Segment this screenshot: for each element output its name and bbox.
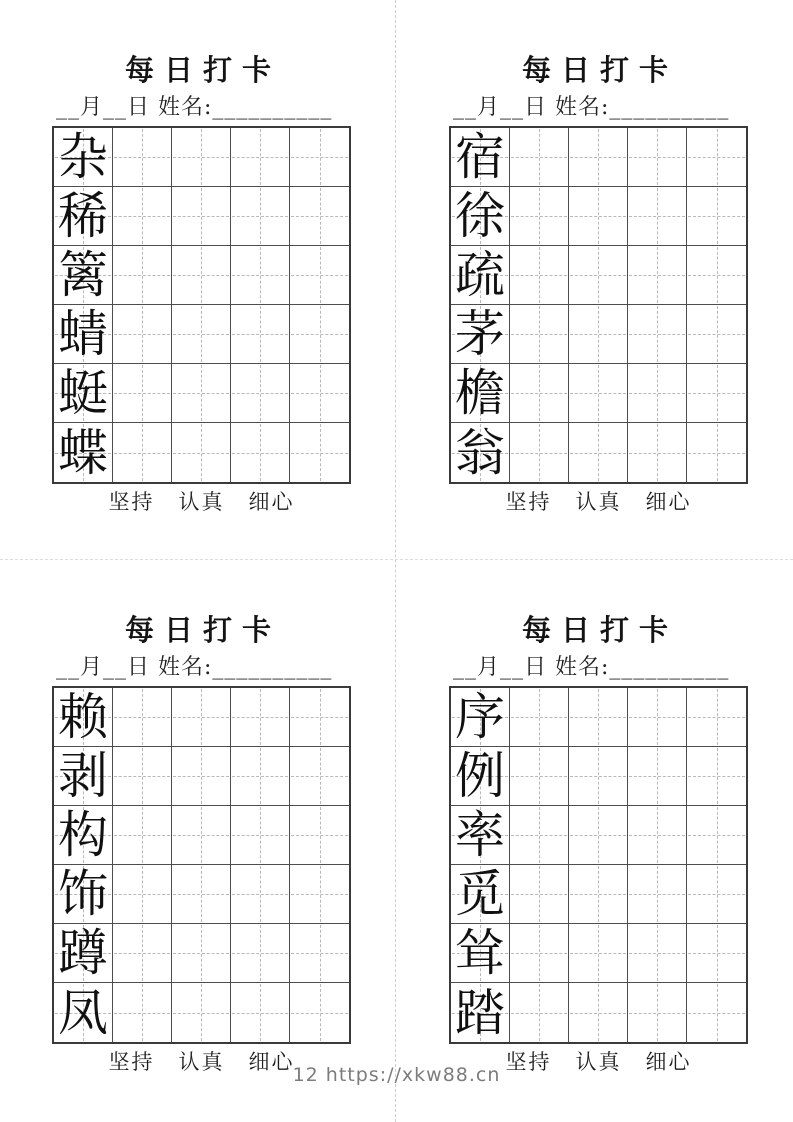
empty-practice-cell <box>569 305 628 364</box>
empty-practice-cell <box>172 128 231 187</box>
empty-practice-cell <box>569 924 628 983</box>
practice-character: 耸 <box>455 924 505 982</box>
practice-character-cell <box>451 806 510 865</box>
motto-line <box>449 486 748 516</box>
empty-practice-cell <box>290 924 349 983</box>
date-name-line: __月__日 姓名:__________ <box>453 95 730 120</box>
empty-practice-cell <box>510 806 569 865</box>
empty-practice-cell <box>172 423 231 482</box>
practice-character: 檐 <box>455 364 505 422</box>
empty-practice-cell <box>510 187 569 246</box>
motto-word: 细心 <box>645 1050 692 1074</box>
empty-practice-cell <box>231 128 290 187</box>
empty-practice-cell <box>628 983 687 1042</box>
empty-practice-cell <box>231 806 290 865</box>
empty-practice-cell <box>628 246 687 305</box>
empty-practice-cell <box>687 688 746 747</box>
empty-practice-cell <box>569 688 628 747</box>
empty-practice-cell <box>290 246 349 305</box>
empty-practice-cell <box>113 747 172 806</box>
practice-character: 宿 <box>455 128 505 186</box>
motto-line <box>52 486 351 516</box>
empty-practice-cell <box>628 423 687 482</box>
empty-practice-cell <box>687 747 746 806</box>
practice-character: 赖 <box>58 688 108 746</box>
empty-practice-cell <box>113 983 172 1042</box>
card-title: 每日打卡 <box>521 613 678 647</box>
empty-practice-cell <box>172 688 231 747</box>
page-footer: 12 https://xkw88.cn <box>292 1064 501 1086</box>
practice-character-cell <box>451 128 510 187</box>
empty-practice-cell <box>113 246 172 305</box>
practice-character-cell <box>451 423 510 482</box>
practice-character-cell <box>54 128 113 187</box>
practice-character: 疏 <box>455 246 505 304</box>
empty-practice-cell <box>290 806 349 865</box>
empty-practice-cell <box>231 865 290 924</box>
practice-character-cell <box>451 983 510 1042</box>
motto-word: 细心 <box>248 1050 295 1074</box>
empty-practice-cell <box>687 128 746 187</box>
practice-character-cell <box>54 688 113 747</box>
practice-character-cell <box>451 246 510 305</box>
empty-practice-cell <box>172 364 231 423</box>
practice-character: 蝶 <box>58 423 108 482</box>
empty-practice-cell <box>569 187 628 246</box>
empty-practice-cell <box>290 423 349 482</box>
empty-practice-cell <box>172 747 231 806</box>
empty-practice-cell <box>113 688 172 747</box>
practice-character: 序 <box>455 688 505 746</box>
empty-practice-cell <box>290 364 349 423</box>
empty-practice-cell <box>687 865 746 924</box>
empty-practice-cell <box>290 128 349 187</box>
practice-character: 徐 <box>455 187 505 245</box>
empty-practice-cell <box>290 688 349 747</box>
practice-character-cell <box>54 364 113 423</box>
empty-practice-cell <box>687 806 746 865</box>
empty-practice-cell <box>231 246 290 305</box>
empty-practice-cell <box>290 747 349 806</box>
empty-practice-cell <box>569 246 628 305</box>
date-name-line: __月__日 姓名:__________ <box>453 655 730 680</box>
empty-practice-cell <box>172 924 231 983</box>
empty-practice-cell <box>510 423 569 482</box>
motto-word: 坚持 <box>108 490 155 514</box>
practice-character-cell <box>54 187 113 246</box>
empty-practice-cell <box>628 364 687 423</box>
practice-character: 剥 <box>58 747 108 805</box>
empty-practice-cell <box>290 305 349 364</box>
empty-practice-cell <box>687 983 746 1042</box>
practice-character-cell <box>54 423 113 482</box>
card-title: 每日打卡 <box>124 53 281 87</box>
motto-word: 坚持 <box>505 1050 552 1074</box>
empty-practice-cell <box>113 423 172 482</box>
empty-practice-cell <box>231 983 290 1042</box>
empty-practice-cell <box>628 924 687 983</box>
empty-practice-cell <box>231 423 290 482</box>
practice-character: 蜓 <box>58 364 108 422</box>
practice-character: 稀 <box>58 187 108 245</box>
empty-practice-cell <box>687 187 746 246</box>
practice-character: 篱 <box>58 246 108 304</box>
practice-character-cell <box>54 246 113 305</box>
practice-character: 例 <box>455 747 505 805</box>
practice-character-cell <box>54 865 113 924</box>
practice-character: 构 <box>58 806 108 864</box>
empty-practice-cell <box>628 747 687 806</box>
empty-practice-cell <box>113 128 172 187</box>
empty-practice-cell <box>687 305 746 364</box>
motto-word: 认真 <box>178 490 225 514</box>
empty-practice-cell <box>510 983 569 1042</box>
motto-word: 细心 <box>645 490 692 514</box>
empty-practice-cell <box>172 983 231 1042</box>
empty-practice-cell <box>687 924 746 983</box>
practice-grid <box>449 686 748 1044</box>
motto-word: 坚持 <box>505 490 552 514</box>
practice-character: 觅 <box>455 865 505 923</box>
motto-word: 认真 <box>575 490 622 514</box>
empty-practice-cell <box>510 364 569 423</box>
practice-character: 杂 <box>58 128 108 186</box>
empty-practice-cell <box>231 187 290 246</box>
empty-practice-cell <box>113 187 172 246</box>
empty-practice-cell <box>628 688 687 747</box>
practice-character-cell <box>451 305 510 364</box>
practice-character: 翁 <box>455 423 505 482</box>
empty-practice-cell <box>172 865 231 924</box>
empty-practice-cell <box>628 128 687 187</box>
motto-word: 细心 <box>248 490 295 514</box>
empty-practice-cell <box>231 364 290 423</box>
practice-character-cell <box>54 983 113 1042</box>
practice-character-cell <box>451 187 510 246</box>
practice-character-cell <box>451 865 510 924</box>
empty-practice-cell <box>172 806 231 865</box>
practice-grid <box>52 126 351 484</box>
empty-practice-cell <box>569 423 628 482</box>
empty-practice-cell <box>231 305 290 364</box>
date-name-line: __月__日 姓名:__________ <box>56 95 333 120</box>
empty-practice-cell <box>569 747 628 806</box>
empty-practice-cell <box>172 246 231 305</box>
empty-practice-cell <box>569 128 628 187</box>
practice-character-cell <box>54 924 113 983</box>
empty-practice-cell <box>231 747 290 806</box>
empty-practice-cell <box>290 865 349 924</box>
empty-practice-cell <box>569 364 628 423</box>
empty-practice-cell <box>510 688 569 747</box>
practice-character: 茅 <box>455 305 505 363</box>
motto-word: 坚持 <box>108 1050 155 1074</box>
practice-card <box>397 0 793 560</box>
motto-word: 认真 <box>178 1050 225 1074</box>
practice-character-cell <box>451 924 510 983</box>
empty-practice-cell <box>628 187 687 246</box>
empty-practice-cell <box>113 865 172 924</box>
empty-practice-cell <box>172 187 231 246</box>
practice-grid <box>449 126 748 484</box>
empty-practice-cell <box>510 924 569 983</box>
empty-practice-cell <box>113 305 172 364</box>
empty-practice-cell <box>231 924 290 983</box>
practice-character-cell <box>451 688 510 747</box>
practice-character-cell <box>54 806 113 865</box>
practice-character-cell <box>54 305 113 364</box>
card-title: 每日打卡 <box>521 53 678 87</box>
empty-practice-cell <box>113 364 172 423</box>
empty-practice-cell <box>687 246 746 305</box>
date-name-line: __月__日 姓名:__________ <box>56 655 333 680</box>
empty-practice-cell <box>510 305 569 364</box>
practice-character: 饰 <box>58 865 108 923</box>
practice-grid <box>52 686 351 1044</box>
practice-card <box>397 560 793 1120</box>
empty-practice-cell <box>290 187 349 246</box>
practice-character: 凤 <box>58 983 108 1042</box>
empty-practice-cell <box>231 688 290 747</box>
practice-character-cell <box>451 364 510 423</box>
practice-character: 蹲 <box>58 924 108 982</box>
practice-character: 蜻 <box>58 305 108 363</box>
practice-character-cell <box>451 747 510 806</box>
practice-character-cell <box>54 747 113 806</box>
empty-practice-cell <box>628 806 687 865</box>
empty-practice-cell <box>628 305 687 364</box>
card-title: 每日打卡 <box>124 613 281 647</box>
empty-practice-cell <box>510 747 569 806</box>
practice-character: 踏 <box>455 983 505 1042</box>
empty-practice-cell <box>569 983 628 1042</box>
empty-practice-cell <box>290 983 349 1042</box>
empty-practice-cell <box>113 924 172 983</box>
empty-practice-cell <box>510 246 569 305</box>
empty-practice-cell <box>510 128 569 187</box>
empty-practice-cell <box>687 423 746 482</box>
empty-practice-cell <box>172 305 231 364</box>
empty-practice-cell <box>687 364 746 423</box>
practice-card <box>0 0 396 560</box>
empty-practice-cell <box>113 806 172 865</box>
practice-card <box>0 560 396 1120</box>
empty-practice-cell <box>569 865 628 924</box>
practice-character: 率 <box>455 806 505 864</box>
empty-practice-cell <box>569 806 628 865</box>
empty-practice-cell <box>628 865 687 924</box>
motto-word: 认真 <box>575 1050 622 1074</box>
empty-practice-cell <box>510 865 569 924</box>
